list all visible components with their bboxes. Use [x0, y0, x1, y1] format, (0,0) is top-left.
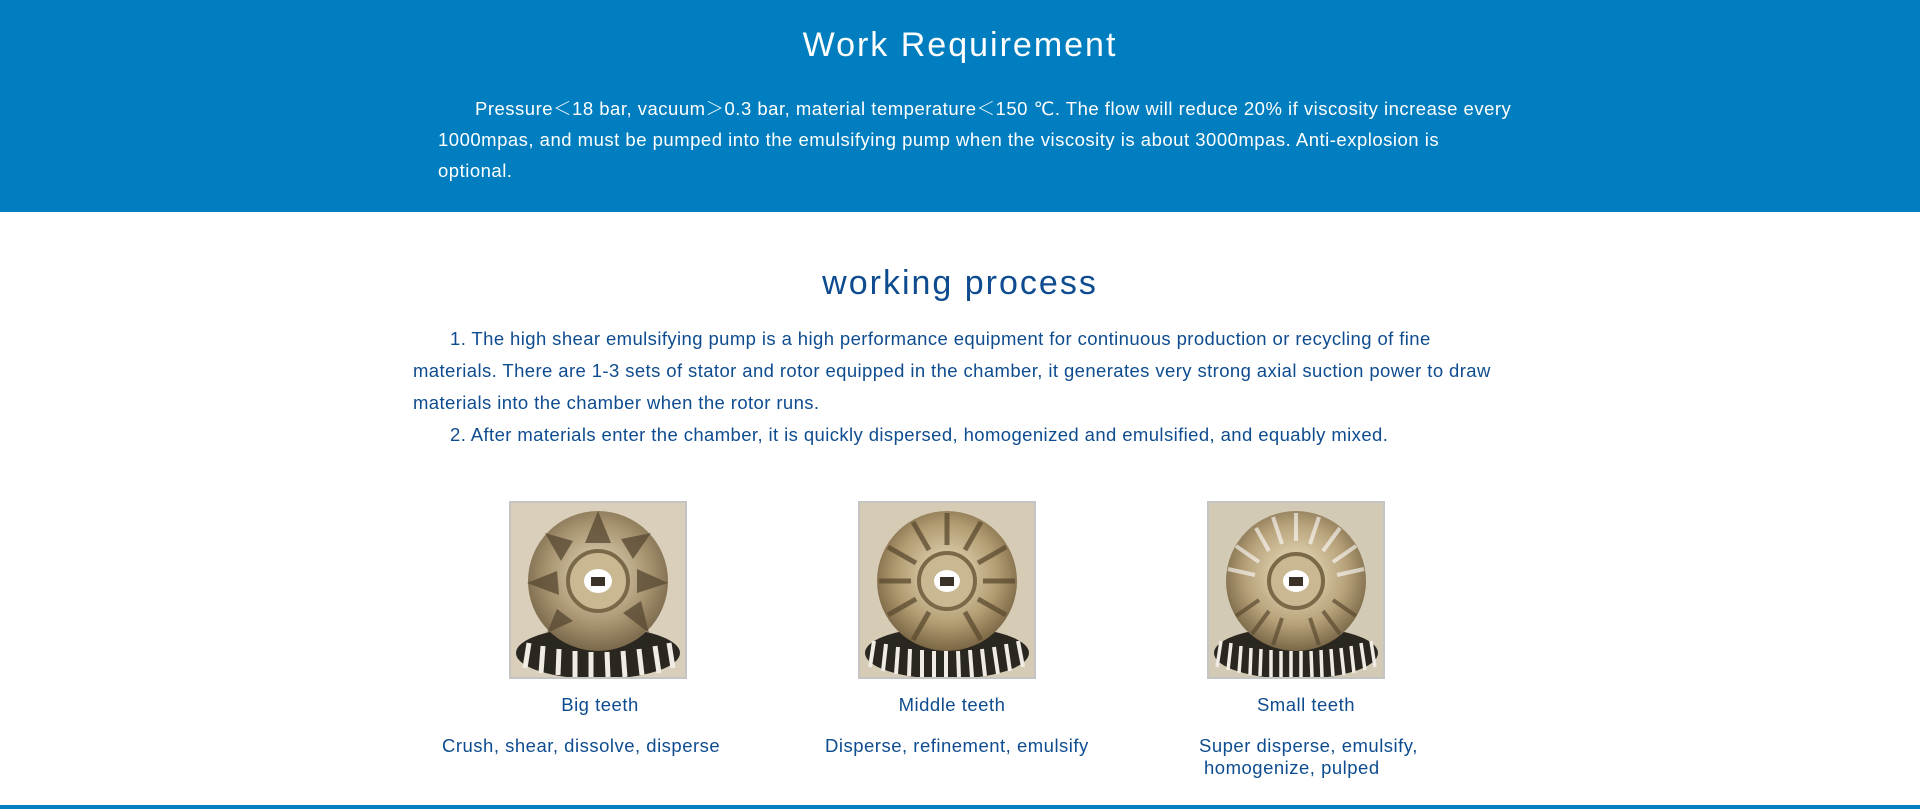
big-teeth-image: [509, 501, 687, 679]
work-requirement-section: [0, 0, 1920, 212]
small-teeth-description-line-1: Super disperse, emulsify,: [1199, 735, 1418, 756]
middle-teeth-description: Disperse, refinement, emulsify: [825, 735, 1089, 756]
big-teeth-description: Crush, shear, dissolve, disperse: [442, 735, 721, 756]
process-paragraph-2: 2. After materials enter the chamber, it is quickly dispersed, homogenized and emulsified, and equably mixed.: [450, 424, 1389, 445]
process-paragraph-1: 1. The high shear emulsifying pump is a high performance equipment for continuous production or recycling of fine materials. There are 1-3 sets of stator and rotor equipped in the chamber, it generates very strong axial suction power to draw materials into the chamber when the rotor runs.: [413, 328, 1491, 413]
bottom-divider: [0, 805, 1920, 809]
middle-teeth-image: [858, 501, 1036, 679]
work-requirement-title: Work Requirement: [802, 26, 1118, 64]
big-teeth-label: Big teeth: [561, 694, 639, 715]
small-teeth-description: [1199, 735, 1418, 779]
small-teeth-image: [1207, 501, 1385, 679]
working-process-title: working process: [822, 264, 1098, 302]
middle-teeth-label: Middle teeth: [898, 694, 1006, 715]
working-process-text: [413, 323, 1513, 451]
small-teeth-label: Small teeth: [1256, 694, 1356, 715]
work-requirement-text: Pressure＜18 bar, vacuum＞0.3 bar, material temperature＜150 ℃. The flow will reduce 20% if viscosity increase every 1000mpas, and must be pumped into the emulsifying pump when the viscosity is about 3000mpas. Anti-explosion is optional.: [438, 98, 1512, 181]
small-teeth-description-line-2: homogenize, pulped: [1204, 757, 1380, 778]
